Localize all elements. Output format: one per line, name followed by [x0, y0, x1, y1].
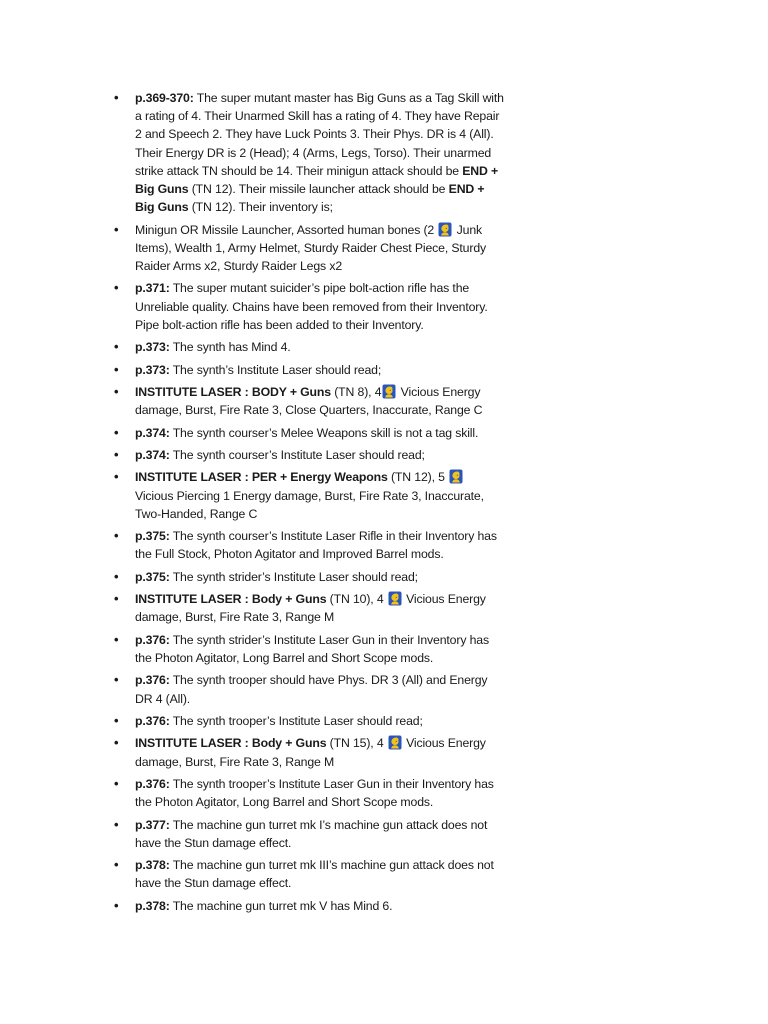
errata-label: p.374:: [135, 425, 170, 440]
errata-text: (TN 15), 4: [329, 736, 387, 751]
bullet-icon: •: [114, 446, 119, 462]
bullet-icon: •: [114, 280, 119, 296]
combat-dice-icon: [449, 469, 463, 484]
combat-dice-icon: [382, 384, 396, 399]
bullet-icon: •: [114, 383, 119, 399]
bullet-icon: •: [114, 857, 119, 873]
errata-list-item: [112, 897, 504, 915]
errata-text: The synth courser’s Institute Laser should read;: [172, 447, 425, 462]
errata-text: The synth courser’s Melee Weapons skill is not a tag skill.: [172, 425, 479, 440]
errata-list-item: [112, 446, 504, 464]
errata-list-item: [112, 631, 504, 667]
errata-text: The synth has Mind 4.: [172, 340, 291, 355]
errata-list-item: [112, 383, 504, 419]
errata-text: Vicious Energy damage, Burst, Fire Rate 3, Close Quarters, Inaccurate, Range C: [135, 384, 483, 418]
errata-text: The super mutant master has Big Guns as a Tag Skill with a rating of 4. Their Unarmed Skill has a rating of 4. They have Repair 2 and Speech 2. They have Luck Points 3. Their Phys. DR is 4 (All). Their Energy DR is 2 (Head); 4 (Arms, Legs, Torso). Their unarmed strike attack TN should be 14. Their minigun attack should be: [135, 91, 504, 178]
errata-text: The super mutant suicider’s pipe bolt-action rifle has the Unreliable quality. Chains have been removed from their Inventory. Pipe bolt-action rifle has been added to their Inventory.: [135, 281, 488, 332]
errata-text: (TN 10), 4: [329, 592, 387, 607]
errata-list-item: [112, 468, 504, 523]
errata-list-item: [112, 671, 504, 707]
errata-label: p.377:: [135, 817, 170, 832]
errata-text: Junk Items), Wealth 1, Army Helmet, Sturdy Raider Chest Piece, Sturdy Raider Arms x2, Sturdy Raider Legs x2: [135, 222, 487, 274]
combat-dice-icon: [388, 735, 402, 750]
bullet-icon: •: [114, 424, 119, 440]
bullet-icon: •: [114, 568, 119, 584]
errata-list-item: [112, 590, 504, 626]
errata-label: p.374:: [135, 447, 170, 462]
errata-label: p.369-370:: [135, 91, 194, 105]
errata-text: The machine gun turret mk III’s machine gun attack does not have the Stun damage effect.: [135, 858, 494, 891]
bullet-icon: •: [114, 469, 119, 485]
errata-text: The synth’s Institute Laser should read;: [172, 362, 382, 377]
errata-list-item: [112, 816, 504, 852]
errata-label: p.371:: [135, 281, 170, 296]
errata-text: (TN 12). Their inventory is;: [188, 200, 333, 215]
bullet-icon: •: [114, 221, 119, 237]
errata-list-item: [112, 775, 504, 811]
errata-text: (TN 8), 4: [334, 384, 382, 399]
errata-list-item: [112, 279, 504, 334]
errata-label: p.375:: [135, 569, 170, 584]
errata-label: p.376:: [135, 776, 170, 791]
errata-list-item: [112, 734, 504, 770]
errata-list-item: [112, 221, 504, 276]
errata-text: Vicious Energy damage, Burst, Fire Rate 3, Range M: [135, 736, 486, 769]
errata-text: The synth strider’s Institute Laser Gun in their Inventory has the Photon Agitator, Long Barrel and Short Scope mods.: [135, 632, 489, 665]
errata-label: p.376:: [135, 632, 170, 647]
bullet-icon: •: [114, 816, 119, 832]
errata-list-item: [112, 712, 504, 730]
errata-label: p.373:: [135, 340, 170, 355]
errata-text: The synth trooper’s Institute Laser should read;: [172, 713, 423, 728]
errata-list-item: [112, 424, 504, 442]
bullet-icon: •: [114, 591, 119, 607]
bullet-icon: •: [114, 712, 119, 728]
errata-text: The synth trooper’s Institute Laser Gun in their Inventory has the Photon Agitator, Long Barrel and Short Scope mods.: [135, 776, 494, 810]
bullet-icon: •: [114, 361, 119, 377]
errata-bold-text: END + Big Guns: [135, 182, 485, 215]
errata-text: (TN 12), 5: [390, 470, 449, 485]
errata-list-item: [112, 338, 504, 356]
errata-list: [112, 89, 504, 919]
errata-list-item: [112, 856, 504, 892]
errata-label: INSTITUTE LASER : PER + Energy Weapons: [135, 470, 388, 485]
bullet-icon: •: [114, 897, 119, 913]
combat-dice-icon: [438, 222, 452, 237]
bullet-icon: •: [114, 672, 119, 688]
errata-text: The machine gun turret mk V has Mind 6.: [172, 898, 393, 913]
bullet-icon: •: [114, 775, 119, 791]
errata-bold-text: END + Big Guns: [135, 163, 499, 197]
errata-label: p.376:: [135, 713, 170, 728]
errata-label: p.378:: [135, 898, 170, 913]
errata-text: (TN 12). Their missile launcher attack should be: [188, 182, 449, 197]
bullet-icon: •: [114, 528, 119, 544]
combat-dice-icon: [388, 591, 402, 606]
errata-list-item: [112, 361, 504, 379]
errata-list-item: [112, 89, 504, 216]
errata-text: The synth strider’s Institute Laser should read;: [172, 569, 418, 584]
bullet-icon: •: [114, 90, 119, 105]
errata-label: p.373:: [135, 362, 170, 377]
errata-text: The synth trooper should have Phys. DR 3 (All) and Energy DR 4 (All).: [135, 673, 488, 706]
errata-text: Vicious Piercing 1 Energy damage, Burst, Fire Rate 3, Inaccurate, Two-Handed, Range C: [135, 488, 484, 521]
errata-label: p.375:: [135, 529, 170, 544]
errata-text: Vicious Energy damage, Burst, Fire Rate 3, Range M: [135, 592, 486, 625]
errata-label: p.378:: [135, 858, 170, 873]
bullet-icon: •: [114, 735, 119, 751]
bullet-icon: •: [114, 339, 119, 355]
errata-text: Minigun OR Missile Launcher, Assorted human bones (2: [135, 222, 438, 237]
errata-label: INSTITUTE LASER : BODY + Guns: [135, 384, 331, 399]
bullet-icon: •: [114, 631, 119, 647]
errata-text: The machine gun turret mk I’s machine gun attack does not have the Stun damage effect.: [135, 817, 488, 850]
errata-label: INSTITUTE LASER : Body + Guns: [135, 736, 327, 751]
errata-label: INSTITUTE LASER : Body + Guns: [135, 592, 327, 607]
errata-label: p.376:: [135, 673, 170, 688]
errata-text: The synth courser’s Institute Laser Rifle in their Inventory has the Full Stock, Photon Agitator and Improved Barrel mods.: [135, 529, 497, 562]
errata-list-item: [112, 527, 504, 563]
errata-list-item: [112, 568, 504, 586]
